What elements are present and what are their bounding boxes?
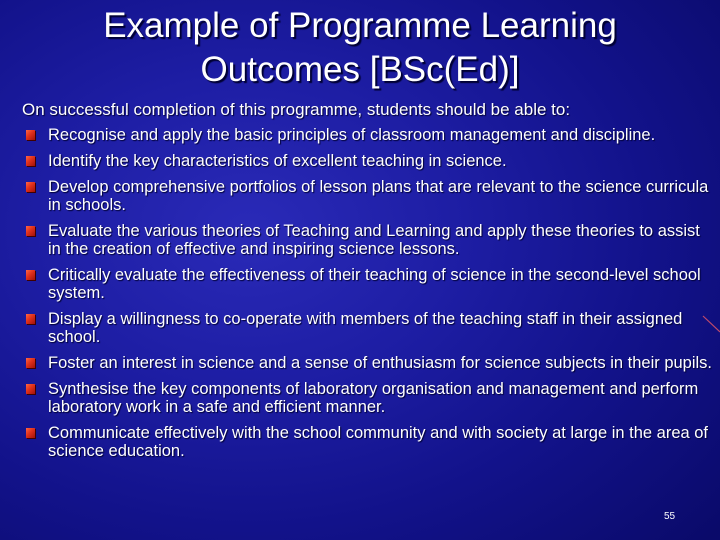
- intro-text: On successful completion of this programme, students should be able to:: [22, 100, 571, 119]
- list-item-text: Communicate effectively with the school community and with society at large in the area of science education.: [48, 423, 709, 460]
- list-item-text: Recognise and apply the basic principles of classroom management and discipline.: [48, 126, 656, 144]
- list-item-text: Foster an interest in science and a sense of enthusiasm for science subjects in their pupils.: [48, 353, 713, 372]
- list-item-text: Display a willingness to co-operate with members of the teaching staff in their assigned school.: [48, 309, 683, 346]
- list-item-text: Critically evaluate the effectiveness of their teaching of science in the second-level school system.: [48, 265, 701, 302]
- page-number: 55: [664, 511, 676, 522]
- list-item-text: Synthesise the key components of laboratory organisation and management and perform laboratory work in a safe and efficient manner.: [48, 379, 699, 416]
- list-item-text: Identify the key characteristics of excellent teaching in science.: [48, 152, 507, 171]
- accent-line: [703, 316, 720, 332]
- list-item-text: Develop comprehensive portfolios of lesson plans that are relevant to the science curricula in schools.: [48, 178, 709, 214]
- slide-title: Example of Programme Learning Outcomes [BSc(Ed)]: [103, 6, 617, 89]
- list-item-text: Evaluate the various theories of Teaching and Learning and apply these theories to assist in the creation of effective and inspiring science lessons.: [48, 222, 700, 258]
